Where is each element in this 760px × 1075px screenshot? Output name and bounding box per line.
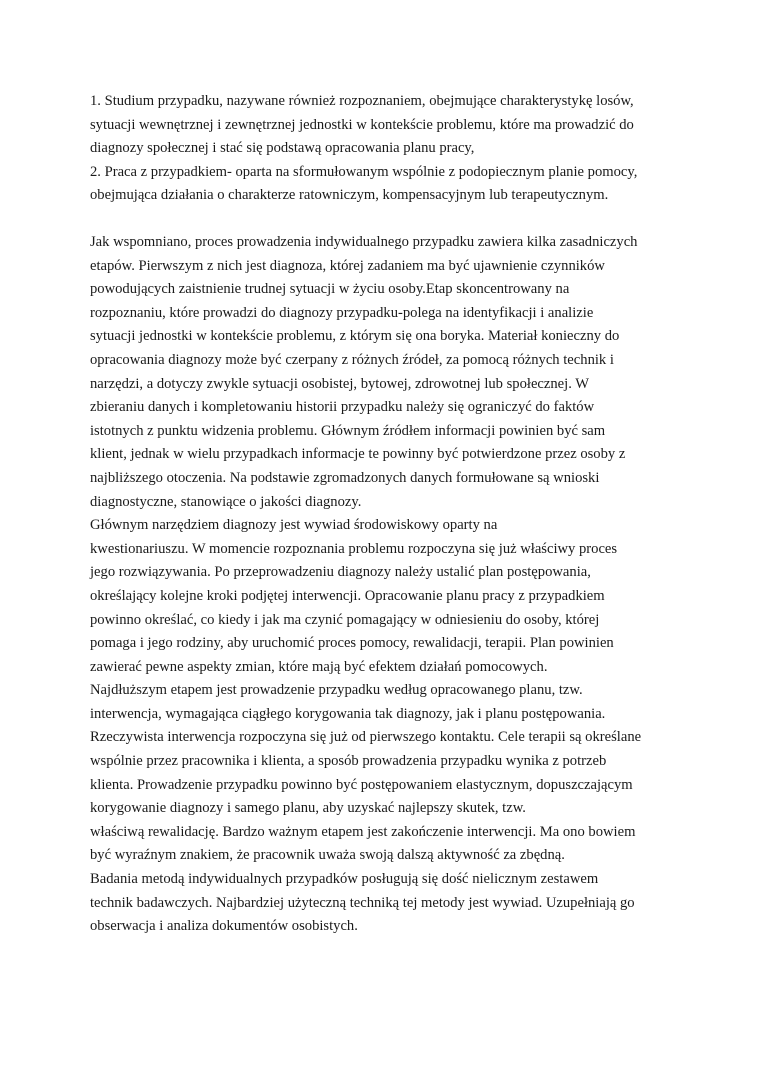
- text-line: zbieraniu danych i kompletowaniu historii przypadku należy się ograniczyć do faktów: [90, 399, 595, 416]
- intro-paragraph: [90, 90, 730, 208]
- text-line: istotnych z punktu widzenia problemu. Głównym źródłem informacji powinien być sam: [90, 422, 606, 439]
- text-line: diagnostyczne, stanowiące o jakości diagnozy.: [90, 493, 362, 510]
- main-paragraph: [90, 231, 730, 939]
- text-line: określający kolejne kroki podjętej interwencji. Opracowanie planu pracy z przypadkiem: [90, 587, 605, 604]
- text-line: technik badawczych. Najbardziej użyteczną techniką tej metody jest wywiad. Uzupełniają go: [90, 894, 635, 911]
- text-line: być wyraźnym znakiem, że pracownik uważa swoją dalszą aktywność za zbędną.: [90, 847, 565, 864]
- text-line: jego rozwiązywania. Po przeprowadzeniu diagnozy należy ustalić plan postępowania,: [90, 564, 591, 581]
- text-line: obserwacja i analiza dokumentów osobistych.: [90, 918, 358, 935]
- text-line: opracowania diagnozy może być czerpany z różnych źródeł, za pomocą różnych technik i: [90, 351, 614, 368]
- text-line: wspólnie przez pracownika i klienta, a sposób prowadzenia przypadku wynika z potrzeb: [90, 753, 607, 770]
- text-line: diagnozy społecznej i stać się podstawą opracowania planu pracy,: [90, 140, 475, 157]
- text-line: interwencja, wymagająca ciągłego korygowania tak diagnozy, jak i planu postępowania.: [90, 705, 606, 722]
- text-line: korygowanie diagnozy i samego planu, aby uzyskać najlepszy skutek, tzw.: [90, 800, 526, 817]
- text-line: zawierać pewne aspekty zmian, które mają być efektem działań pomocowych.: [90, 658, 548, 675]
- text-line: kwestionariuszu. W momencie rozpoznania problemu rozpoczyna się już właściwy proces: [90, 540, 618, 557]
- text-line: klienta. Prowadzenie przypadku powinno być postępowaniem elastycznym, dopuszczającym: [90, 776, 633, 793]
- text-line: Jak wspomniano, proces prowadzenia indywidualnego przypadku zawiera kilka zasadniczych: [90, 234, 638, 250]
- text-line: sytuacji wewnętrznej i zewnętrznej jednostki w kontekście problemu, które ma prowadzić do: [90, 116, 634, 133]
- text-line: klient, jednak w wielu przypadkach informacje te powinny być potwierdzone przez osoby z: [90, 446, 626, 463]
- text-line: Rzeczywista interwencja rozpoczyna się już od pierwszego kontaktu. Cele terapii są określane: [90, 729, 642, 746]
- text-line: powodujących zaistnienie trudnej sytuacji w życiu osoby.Etap skoncentrowany na: [90, 281, 570, 298]
- text-line: najbliższego otoczenia. Na podstawie zgromadzonych danych formułowane są wnioski: [90, 469, 600, 486]
- text-line: 2. Praca z przypadkiem- oparta na sformułowanym wspólnie z podopiecznym planie pomocy,: [90, 163, 638, 180]
- text-line: powinno określać, co kiedy i jak ma czynić pomagający w odniesieniu do osoby, której: [90, 611, 600, 628]
- text-line: obejmująca działania o charakterze ratowniczym, kompensacyjnym lub terapeutycznym.: [90, 187, 609, 204]
- text-line: rozpoznaniu, które prowadzi do diagnozy przypadku-polega na identyfikacji i analizie: [90, 304, 594, 321]
- text-line: Głównym narzędziem diagnozy jest wywiad środowiskowy oparty na: [90, 517, 498, 534]
- text-line: pomaga i jego rodziny, aby uruchomić proces pomocy, rewalidacji, terapii. Plan powinien: [90, 635, 614, 652]
- text-line: narzędzi, a dotyczy zwykle sytuacji osobistej, bytowej, zdrowotnej lub społecznej. W: [90, 375, 590, 392]
- text-line: etapów. Pierwszym z nich jest diagnoza, której zadaniem ma być ujawnienie czynników: [90, 257, 605, 274]
- text-line: Badania metodą indywidualnych przypadków posługują się dość nielicznym zestawem: [90, 871, 599, 888]
- text-line: 1. Studium przypadku, nazywane również rozpoznaniem, obejmujące charakterystykę losów,: [90, 93, 634, 109]
- text-line: Najdłuższym etapem jest prowadzenie przypadku według opracowanego planu, tzw.: [90, 682, 583, 699]
- text-line: sytuacji jednostki w kontekście problemu, z którym się ona boryka. Materiał konieczny do: [90, 328, 620, 345]
- text-line: właściwą rewalidację. Bardzo ważnym etapem jest zakończenie interwencji. Ma ono bowiem: [90, 823, 636, 840]
